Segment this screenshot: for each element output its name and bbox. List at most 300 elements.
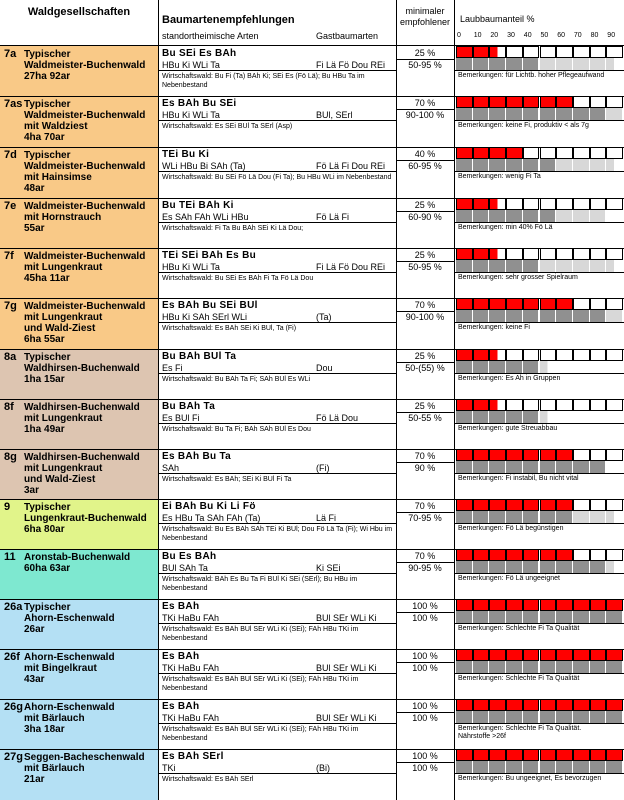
inner-rule [454,523,624,524]
bemerkung: Bemerkungen: wenig Fi Ta [458,173,541,180]
bar-cell-min [556,298,573,310]
bar-cell-min [556,599,573,611]
bar-cell-min [606,248,623,260]
inner-rule [158,473,396,474]
gesellschaft-name [24,49,156,82]
bar-cell-min [523,298,540,310]
bar-cell-emp [506,310,523,322]
bemerkung: Bemerkungen: Fö Lä ungeeignet [458,575,560,582]
bar-cell-emp [489,361,506,373]
bar-cell-min [606,399,623,411]
bar-cell-emp [540,108,557,120]
percent-rule [396,512,454,513]
gesellschaft-line: Typischer [24,602,71,613]
gesellschaft-code: 8a [4,351,17,363]
table-row [0,699,624,749]
gesellschaft-line: mit Bingelkraut [24,663,97,674]
row-rule [0,147,624,148]
gesellschaft-line: mit Lungenkraut [24,463,103,474]
bar-cell-min [606,499,623,511]
header-minimal [398,6,452,28]
gesellschaft-line: 3ar [24,485,40,496]
bar-cell-emp [473,511,490,523]
gesellschaft-line: Ahorn-Eschenwald [24,702,115,713]
bar-cell-min [540,699,557,711]
bar-cell-min [506,549,523,561]
bar-cell-min [590,46,607,58]
gesellschaft-line: Ahorn-Eschenwald [24,613,115,624]
inner-rule [158,773,396,774]
laubbaum-bar [456,499,624,511]
inner-rule [454,623,624,624]
bar-cell-min [556,499,573,511]
wirtschaftswald-note: Wirtschaftswald: Es BAh SErl [162,776,254,783]
percent-rule [396,362,454,363]
bar-cell-min [523,499,540,511]
standort-species: HBu Ki WLi Ta [162,262,220,272]
bar-cell-emp [489,711,506,723]
bar-cell-emp [523,611,540,623]
wirtschaftswald-note: Wirtschaftswald: Fi Ta Bu BAh SEi Ki Lä Dou; [162,225,304,232]
gesellschaft-line: mit Lungenkraut [24,262,103,273]
main-species: Es BAh Bu SEi [162,98,237,109]
bemerkung: Bemerkungen: Schlechte Fi Ta Qualität [458,625,580,632]
bar-cell-emp [606,210,623,222]
wirtschaftswald-note: Wirtschaftswald: Es BAh; SEi Ki BUl Fi Ta [162,476,292,483]
minimal-percent: 100 % [412,701,438,711]
bar-cell-min [473,599,490,611]
bar-cell-emp [540,711,557,723]
wirtschaftswald-note: Wirtschaftswald: Bu SEi Es BAh Fi Ta Fö Lä Dou [162,275,314,282]
bar-cell-min [456,147,473,159]
bar-cell-min [606,147,623,159]
bemerkung: Bemerkungen: Schlechte Fi Ta Qualität [458,675,580,682]
bar-cell-min [606,96,623,108]
bar-cell-emp [456,310,473,322]
bar-cell-emp [456,461,473,473]
bar-cell-min [473,198,490,210]
bar-cell-emp [590,611,607,623]
gesellschaft-code: 8f [4,401,14,413]
gesellschaft-code: 26g [4,701,23,713]
header-rule [0,45,624,46]
bar-cell-emp [573,711,590,723]
bar-cell-emp [523,361,540,373]
bar-cell-min [606,599,623,611]
bar-cell-emp [506,461,523,473]
bar-cell-min [456,46,473,58]
gesellschaft-name [24,602,156,635]
gast-species: Dou [316,363,333,373]
bar-cell-min [540,549,557,561]
bar-cell-emp [489,611,506,623]
tick-label: 50 [540,32,549,39]
bar-cell-emp [573,210,590,222]
minimal-percent: 70 % [414,300,436,310]
wirtschaftswald-note: Wirtschaftswald: Bu BAh Ta Fi; SAh BUl Es WLi [162,376,311,383]
bar-cell-emp [473,159,490,171]
bemerkung: Bemerkungen: keine Fi [458,324,530,331]
bar-cell-min [590,399,607,411]
standort-species: HBu Ki WLi Ta [162,110,220,120]
inner-rule [454,723,624,724]
standort-species: TKi [162,763,176,773]
percent-rule [396,211,454,212]
bar-cell-emp [456,411,473,423]
percent-rule [396,59,454,60]
wirtschaftswald-note: Wirtschaftswald: Bu Es BAh SAh TEi Ki BUl; Dou Fö Lä Ta (Fi); Wi Hbu im Nebenbestand [162,526,393,542]
bar-cell-emp [590,108,607,120]
bar-cell-emp [606,611,623,623]
inner-rule [158,272,396,273]
bar-cell-min [590,749,607,761]
bar-cell-emp [473,661,490,673]
laubbaum-bar [456,349,624,361]
table-row [0,549,624,599]
bar-cell-emp [590,561,607,573]
bar-cell-emp [556,310,573,322]
bar-cell-emp [590,661,607,673]
bar-cell-min [573,399,590,411]
table-row [0,449,624,499]
bar-cell-emp [456,611,473,623]
percent-rule [396,160,454,161]
bar-cell-emp [506,561,523,573]
bar-cell-min [473,449,490,461]
header-empfehlungen: Baumartenempfehlungen [162,14,295,26]
bar-cell-min [523,699,540,711]
gesellschaft-line: Waldmeister-Buchenwald [24,60,146,71]
percent-rule [396,762,454,763]
bar-cell-min [606,449,623,461]
inner-rule [158,673,396,674]
inner-rule [454,70,624,71]
bar-cell-min [606,46,623,58]
laubbaum-bar [456,96,624,108]
bar-cell-emp [506,361,523,373]
bar-cell-min [489,46,506,58]
bar-cell-min [456,549,473,561]
minimal-percent: 70 % [414,451,436,461]
tick-label: 80 [590,32,599,39]
bar-cell-emp [489,108,506,120]
laubbaum-bar [456,599,624,611]
bar-cell-min [540,649,557,661]
bar-cell-min [456,699,473,711]
row-rule [0,699,624,700]
gesellschaft-line: 1ha 49ar [24,424,65,435]
bar-cell-emp [523,711,540,723]
bar-cell-min [523,46,540,58]
bar-cell-emp [556,761,573,773]
wirtschaftswald-note: Wirtschaftswald: Es BAh BUl SEr WLi Ki (SEi); FAh HBu TKi im Nebenbestand [162,626,359,642]
bar-cell-emp [590,761,607,773]
bar-cell-emp [473,58,490,70]
row-rule [0,349,624,350]
bar-cell-emp [606,661,623,673]
bar-cell-min [506,96,523,108]
bar-cell-emp [473,210,490,222]
bar-cell-min [506,147,523,159]
bar-cell-emp [590,711,607,723]
bar-cell-min [489,499,506,511]
bar-cell-min [456,399,473,411]
gesellschaft-line: 1ha 15ar [24,374,65,385]
bar-cell-min [573,147,590,159]
header-ticks [455,32,624,42]
table-row [0,147,624,198]
gesellschaft-name [24,201,156,234]
standort-species: HBu Ki SAh SErl WLi [162,312,248,322]
gesellschaft-code: 7as [4,98,23,110]
gesellschaft-name [24,652,156,685]
header-min-line2: empfohlener [399,17,451,27]
wirtschaftswald-note: Wirtschaftswald: Es SEi BUl Ta SErl (Asp) [162,123,293,130]
wirtschaftswald-note: Wirtschaftswald: Bu Fi (Ta) BAh Ki; SEi Es (Fö Lä); Bu HBu Ta im Nebenbestand [162,73,365,89]
bar-cell-min [473,499,490,511]
bar-cell-emp [523,561,540,573]
bar-cell-emp [506,159,523,171]
bar-cell-emp [489,511,506,523]
gesellschaft-line: 27ha 92ar [24,71,71,82]
gesellschaft-line: mit Bärlauch [24,713,85,724]
bar-cell-emp [456,761,473,773]
row-rule [0,198,624,199]
row-rule [0,248,624,249]
bar-cell-emp [556,361,573,373]
bar-cell-min [606,549,623,561]
wirtschaftswald-note: Wirtschaftswald: BAh Es Bu Ta Fi BUl Ki SEi (SErl); Bu HBu im Nebenbestand [162,576,358,592]
bar-cell-emp [590,411,607,423]
bar-cell-min [556,399,573,411]
bar-cell-emp [556,561,573,573]
gesellschaft-name [24,552,156,574]
bar-cell-min [489,649,506,661]
bar-cell-emp [606,511,623,523]
empfohlen-percent: 90 % [414,463,436,473]
tick-label: 40 [523,32,532,39]
empfohlen-percent: 60-90 % [408,212,442,222]
minimal-percent: 25 % [414,351,436,361]
bar-cell-emp [489,210,506,222]
bar-cell-emp [556,411,573,423]
gesellschaft-name [24,99,156,143]
bar-cell-emp [456,511,473,523]
bar-cell-emp [590,58,607,70]
main-species: Es BAh [162,601,200,612]
bar-cell-min [523,248,540,260]
gast-species: BUl SEr WLi Ki [316,663,377,673]
bar-cell-min [590,449,607,461]
main-species: TEi Bu Ki [162,149,210,160]
percent-rule [396,562,454,563]
bar-cell-min [489,749,506,761]
table-row [0,248,624,298]
bar-cell-min [540,749,557,761]
bar-cell-emp [606,561,623,573]
bar-cell-min [573,298,590,310]
row-rule [0,96,624,97]
standort-species: SAh [162,463,180,473]
percent-rule [396,662,454,663]
bar-cell-emp [540,310,557,322]
bar-cell-min [489,248,506,260]
minimal-percent: 100 % [412,601,438,611]
bar-cell-min [473,46,490,58]
percent-rule [396,109,454,110]
bar-cell-emp [540,661,557,673]
gesellschaft-line: Aronstab-Buchenwald [24,552,131,563]
gesellschaft-line: Waldmeister-Buchenwald [24,251,146,262]
bar-cell-emp [456,561,473,573]
table-row [0,46,624,96]
bar-cell-emp [473,260,490,272]
bar-cell-emp [506,761,523,773]
bar-cell-emp [556,611,573,623]
laubbaum-bar [456,649,624,661]
bar-cell-min [606,699,623,711]
gesellschaft-name [24,402,156,435]
gesellschaft-code: 26f [4,651,20,663]
bar-cell-min [456,248,473,260]
inner-rule [454,120,624,121]
bar-cell-emp [540,361,557,373]
bar-cell-min [590,549,607,561]
table-row [0,349,624,399]
main-species: Es BAh Bu SEi BUl [162,300,258,311]
bar-cell-emp [590,260,607,272]
bar-cell-emp [540,561,557,573]
bar-cell-min [540,298,557,310]
laubbaum-bar [456,699,624,711]
header-standort: standortheimische Arten [162,31,259,41]
bar-cell-emp [606,159,623,171]
empfohlen-percent: 100 % [412,713,438,723]
bar-cell-min [523,549,540,561]
minimal-percent: 25 % [414,250,436,260]
laubbaum-bar [456,198,624,210]
bar-cell-min [606,749,623,761]
bar-cell-emp [506,108,523,120]
bar-cell-emp [489,661,506,673]
header-gesellschaften: Waldgesellschaften [27,6,131,18]
gast-species: Fö Lä Fi Dou REi [316,161,386,171]
bar-cell-min [573,599,590,611]
row-rule [0,298,624,299]
bar-cell-min [540,248,557,260]
bar-cell-emp [540,411,557,423]
bar-cell-emp [590,461,607,473]
header-min-line1: minimaler [405,6,445,16]
bar-cell-min [523,449,540,461]
bar-cell-emp [606,761,623,773]
bar-cell-emp [573,310,590,322]
bar-cell-min [540,449,557,461]
gesellschaft-name [24,752,156,785]
bar-cell-emp [556,108,573,120]
inner-rule [158,120,396,121]
table-row [0,599,624,649]
gesellschaft-line: Typischer [24,352,71,363]
column-rule [396,0,397,800]
bar-cell-emp [456,210,473,222]
standort-species: HBu Ki WLi Ta [162,60,220,70]
gesellschaft-line: Waldhirsen-Buchenwald [24,452,140,463]
table-row [0,749,624,800]
bar-cell-min [606,298,623,310]
bar-cell-min [523,599,540,611]
bar-cell-min [523,749,540,761]
gesellschaft-line: Waldmeister-Buchenwald [24,201,146,212]
inner-rule [158,573,396,574]
gesellschaft-name [24,452,156,496]
bar-cell-emp [606,108,623,120]
gesellschaft-line: Waldmeister-Buchenwald [24,161,146,172]
gesellschaft-line: Ahorn-Eschenwald [24,652,115,663]
gesellschaft-line: mit Waldziest [24,121,88,132]
gast-species: (Ta) [316,312,332,322]
bar-cell-min [556,649,573,661]
bar-cell-min [573,549,590,561]
bar-cell-min [573,749,590,761]
standort-species: Es HBu Ta SAh FAh (Ta) [162,513,261,523]
gesellschaft-line: Typischer [24,502,71,513]
gesellschaft-name [24,301,156,345]
bar-cell-min [473,399,490,411]
bar-cell-emp [489,761,506,773]
bar-cell-min [606,198,623,210]
inner-rule [158,322,396,323]
empfohlen-percent: 100 % [412,663,438,673]
bar-cell-min [573,349,590,361]
gesellschaft-line: und Wald-Ziest [24,323,96,334]
inner-rule [454,171,624,172]
row-rule [0,749,624,750]
bar-cell-min [573,248,590,260]
laubbaum-bar [456,298,624,310]
bar-cell-emp [456,159,473,171]
standort-species: BUl SAh Ta [162,563,208,573]
bar-cell-min [590,298,607,310]
bar-cell-min [489,198,506,210]
header-laubbaumanteil: Laubbaumanteil % [460,14,535,24]
bar-cell-emp [590,310,607,322]
bar-cell-emp [523,310,540,322]
bar-cell-emp [523,661,540,673]
table-row [0,298,624,349]
laubbaum-bar [456,147,624,159]
bar-cell-emp [523,761,540,773]
table-row [0,96,624,147]
tick-label: 70 [573,32,582,39]
bar-cell-min [506,298,523,310]
gast-species: (Bi) [316,763,330,773]
gesellschaft-line: Waldmeister-Buchenwald [24,301,146,312]
gesellschaft-line: 4ha 70ar [24,132,65,143]
main-species: Es BAh Bu Ta [162,451,231,462]
gesellschaft-line: Waldhirsen-Buchenwald [24,402,140,413]
bar-cell-min [506,449,523,461]
bar-cell-min [556,699,573,711]
gesellschaft-code: 7e [4,200,17,212]
bar-cell-emp [590,361,607,373]
bar-cell-emp [606,711,623,723]
bar-cell-min [523,147,540,159]
empfohlen-percent: 100 % [412,613,438,623]
bar-cell-min [573,198,590,210]
bar-cell-emp [573,511,590,523]
bar-cell-emp [489,58,506,70]
